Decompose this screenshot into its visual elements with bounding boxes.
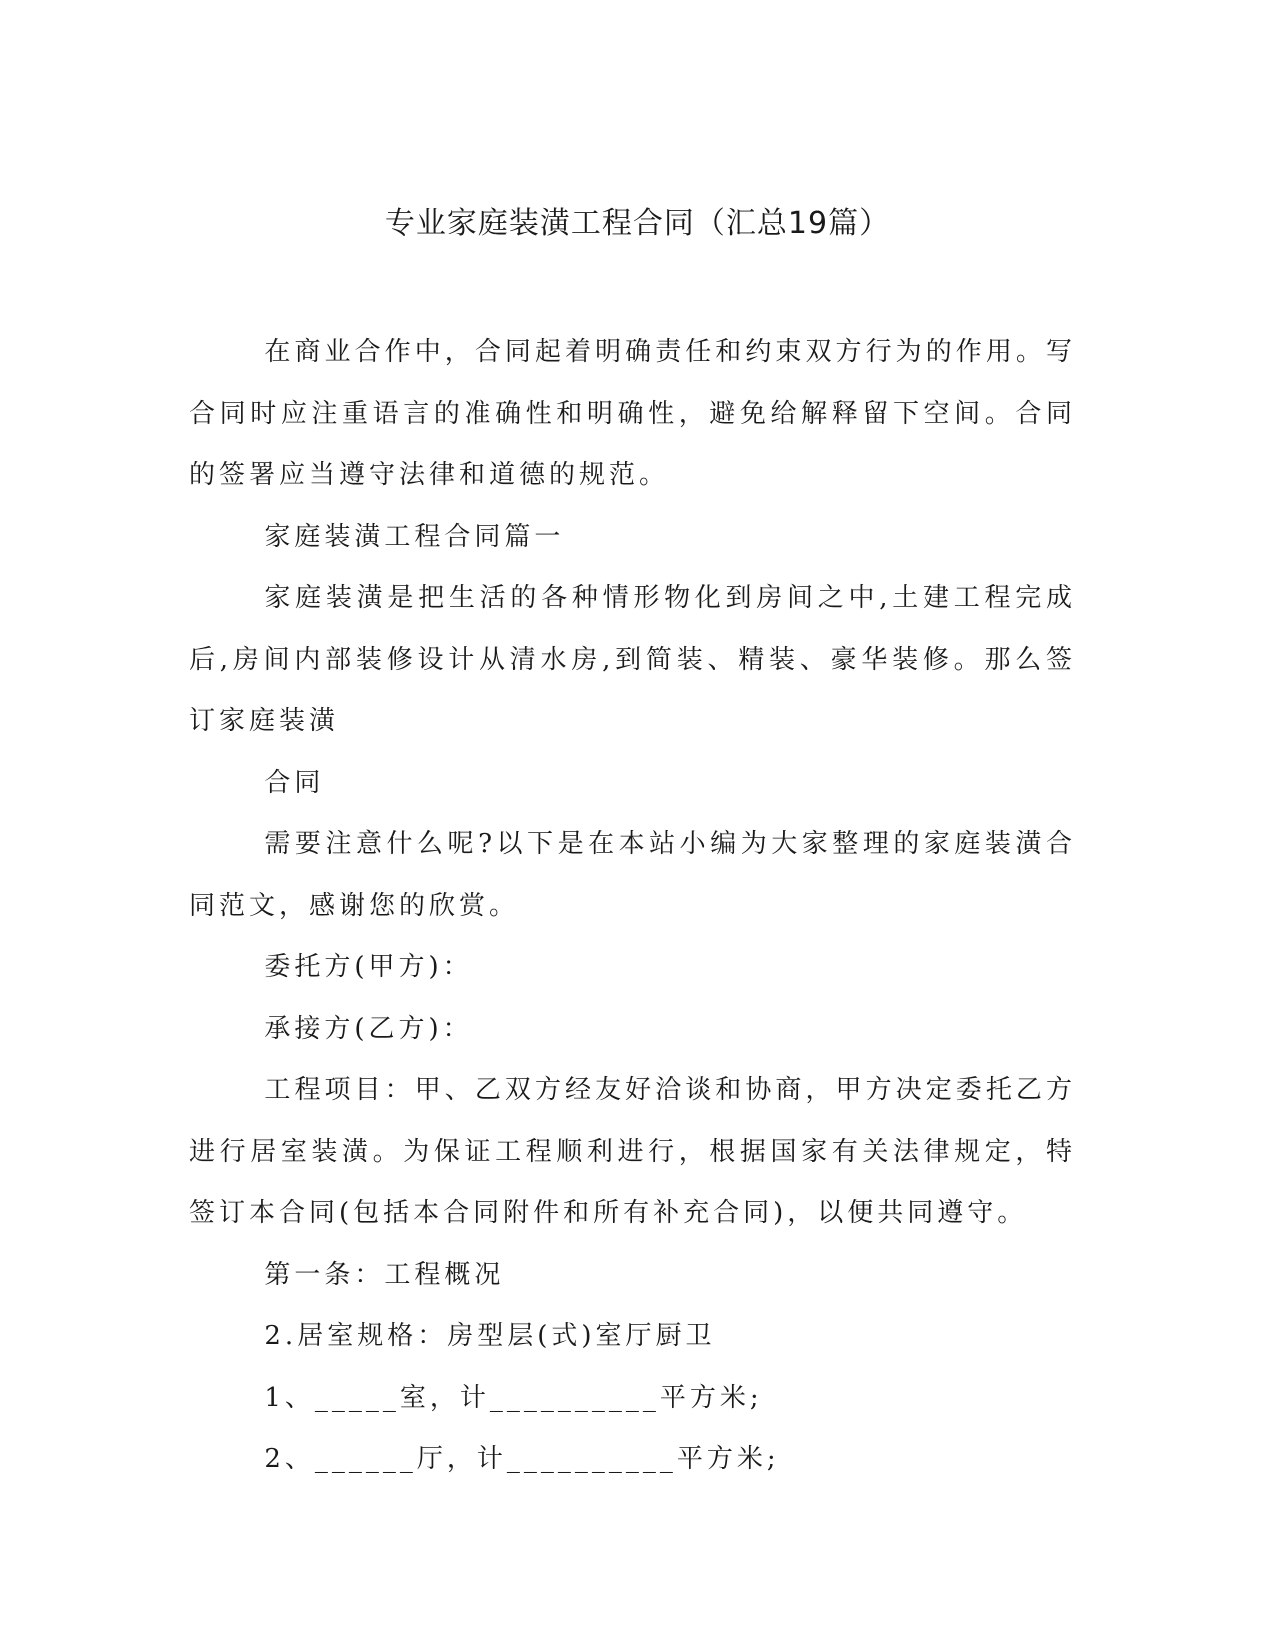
spec-line: 2.居室规格：房型层(式)室厅厨卫 — [264, 1321, 716, 1351]
body-paragraph: 家庭装潢是把生活的各种情形物化到房间之中,土建工程完成后,房间内部装修设计从清水房,到简装、精装、豪华装修。那么签订家庭装潢 — [189, 583, 1076, 736]
article-heading: 第一条：工程概况 — [264, 1259, 505, 1290]
hall-line: 2、______厅，计__________平方米; — [264, 1444, 780, 1474]
body-paragraph: 需要注意什么呢?以下是在本站小编为大家整理的家庭装潢合同范文，感谢您的欣赏。 — [189, 829, 1076, 921]
document-title: 专业家庭装潢工程合同（汇总19篇） — [384, 206, 891, 241]
party-b-line: 承接方(乙方)： — [264, 1013, 473, 1044]
room-line: 1、_____室，计__________平方米; — [264, 1382, 763, 1413]
party-a-line: 委托方(甲方)： — [264, 952, 473, 982]
section-heading: 家庭装潢工程合同篇一 — [264, 521, 565, 552]
document-body — [189, 322, 1076, 1491]
body-paragraph: 合同 — [264, 767, 325, 798]
intro-paragraph: 在商业合作中，合同起着明确责任和约束双方行为的作用。写合同时应注重语言的准确性和明确性，避免给解释留下空间。合同的签署应当遵守法律和道德的规范。 — [189, 337, 1076, 490]
project-paragraph: 工程项目：甲、乙双方经友好洽谈和协商，甲方决定委托乙方进行居室装潢。为保证工程顺利进行，根据国家有关法律规定，特签订本合同(包括本合同附件和所有补充合同)，以便共同遵守。 — [189, 1075, 1076, 1228]
